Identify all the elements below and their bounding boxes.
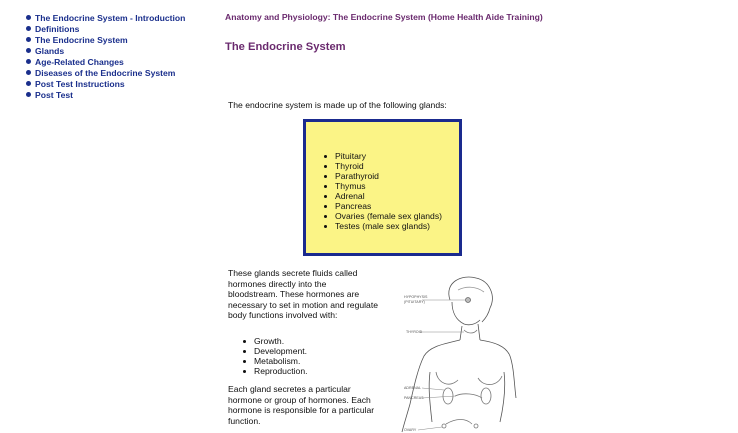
bullet-icon [26, 92, 31, 97]
function-name: Development. [254, 346, 308, 356]
gland-name: Thyroid [335, 161, 364, 171]
list-item [324, 181, 442, 191]
endocrine-anatomy-illustration [400, 272, 520, 433]
bullet-icon [26, 26, 31, 31]
neck-right [478, 324, 480, 340]
function-name: Growth. [254, 336, 285, 346]
label-ovary: OVARY [404, 428, 417, 432]
list-item [324, 201, 442, 211]
list-item [324, 221, 442, 231]
label-line-pancreas [422, 396, 456, 398]
bullet-icon [243, 360, 246, 363]
pituitary-gland [466, 298, 471, 303]
left-breast [436, 372, 458, 384]
bullet-icon [324, 195, 327, 198]
uterus-outline [446, 420, 472, 425]
course-title: Anatomy and Physiology: The Endocrine System (Home Health Aide Training) [225, 12, 543, 22]
right-ovary [474, 424, 478, 428]
list-item [243, 336, 308, 346]
sidebar-item-label[interactable]: Post Test Instructions [35, 78, 125, 89]
sidebar-item-endocrine-system[interactable] [26, 34, 185, 45]
left-ovary [442, 424, 446, 428]
sidebar-item-label[interactable]: The Endocrine System [35, 34, 128, 45]
sidebar-item-label[interactable]: Diseases of the Endocrine System [35, 67, 176, 78]
thyroid-gland [464, 330, 477, 333]
bullet-icon [324, 155, 327, 158]
bullet-icon [26, 81, 31, 86]
sidebar-item-age-related-changes[interactable] [26, 56, 185, 67]
sidebar-item-post-test-instructions[interactable] [26, 78, 185, 89]
gland-name: Testes (male sex glands) [335, 221, 431, 231]
bullet-icon [26, 15, 31, 20]
bullet-icon [324, 175, 327, 178]
bullet-icon [26, 48, 31, 53]
list-item [324, 161, 442, 171]
list-item [243, 346, 308, 356]
bullet-icon [324, 205, 327, 208]
sidebar-item-definitions[interactable] [26, 23, 185, 34]
right-kidney [481, 388, 491, 404]
gland-name: Ovaries (female sex glands) [335, 211, 442, 221]
bullet-icon [324, 215, 327, 218]
list-item [243, 366, 308, 376]
right-breast [478, 376, 502, 385]
torso-left [429, 372, 432, 422]
bullet-icon [324, 185, 327, 188]
bullet-icon [243, 370, 246, 373]
gland-name: Thymus [335, 181, 366, 191]
sidebar-nav [26, 12, 185, 100]
function-name: Reproduction. [254, 366, 308, 376]
page-title: The Endocrine System [225, 41, 346, 53]
bullet-icon [243, 350, 246, 353]
list-item [243, 356, 308, 366]
gland-list-box [303, 119, 462, 256]
label-line-ovary [418, 427, 442, 430]
label-pancreas: PANCREAS [404, 396, 424, 400]
gland-function-paragraph: Each gland secretes a particular hormone or group of hormones. Each hormone is responsible for a particular function. [228, 384, 375, 426]
bullet-icon [324, 225, 327, 228]
sidebar-item-glands[interactable] [26, 45, 185, 56]
torso-right [500, 372, 505, 422]
left-kidney [443, 388, 453, 404]
function-name: Metabolism. [254, 356, 301, 366]
right-side-outline [480, 340, 516, 398]
gland-name: Parathyroid [335, 171, 379, 181]
sidebar-item-label[interactable]: Definitions [35, 23, 80, 34]
sidebar-item-introduction[interactable] [26, 12, 185, 23]
neck-left [460, 326, 462, 340]
bullet-icon [26, 37, 31, 42]
gland-name: Pancreas [335, 201, 372, 211]
sidebar-item-label[interactable]: The Endocrine System - Introduction [35, 12, 186, 23]
intro-text: The endocrine system is made up of the following glands: [228, 100, 447, 110]
gland-name: Adrenal [335, 191, 365, 201]
list-item [324, 191, 442, 201]
label-line-adrenal [422, 388, 444, 390]
bullet-icon [324, 165, 327, 168]
hormones-paragraph: These glands secrete fluids called hormones directly into the bloodstream. These hormones are necessary to set in motion and regulate body functions involved with: [228, 268, 379, 320]
pancreas-gland [455, 394, 482, 398]
sidebar-item-label[interactable]: Post Test [35, 89, 74, 100]
label-adrenal: ADRENAL [404, 386, 421, 390]
label-hypophysis: HYPOPHYSIS [404, 295, 428, 299]
list-item [324, 171, 442, 181]
bullet-icon [26, 70, 31, 75]
bullet-icon [26, 59, 31, 64]
sidebar-item-diseases[interactable] [26, 67, 185, 78]
sidebar-item-post-test[interactable] [26, 89, 185, 100]
label-thyroid: THYROID [406, 330, 423, 334]
label-pituitary: (PITUITARY) [404, 300, 425, 304]
body-functions-list [243, 336, 308, 376]
sidebar-item-label[interactable]: Age-Related Changes [35, 56, 124, 67]
face-outline [452, 302, 480, 325]
list-item [324, 211, 442, 221]
brain-outline [458, 287, 484, 292]
bullet-icon [243, 340, 246, 343]
gland-name: Pituitary [335, 151, 367, 161]
sidebar-item-label[interactable]: Glands [35, 45, 65, 56]
list-item [324, 151, 442, 161]
